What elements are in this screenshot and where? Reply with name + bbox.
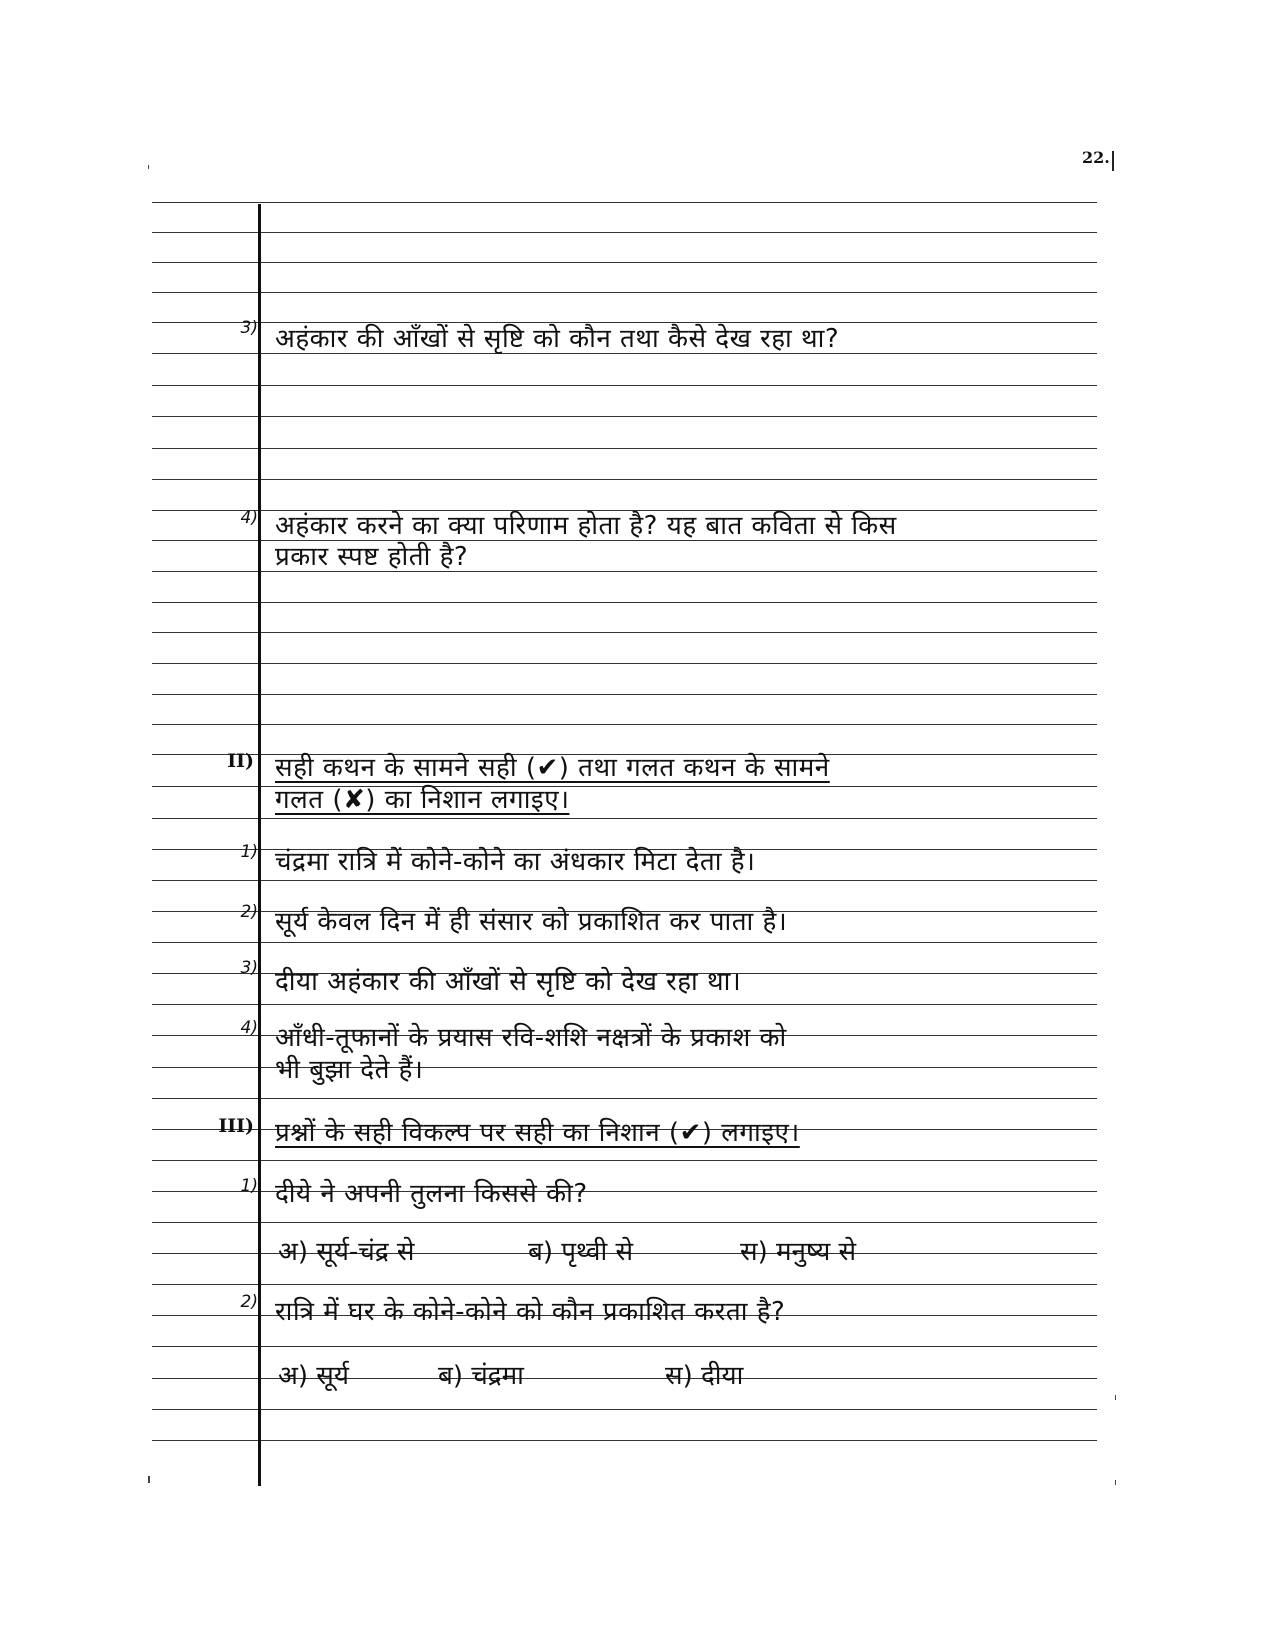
statement-number: 1) [240,842,258,862]
ruled-line [152,1004,1097,1005]
ruled-line [152,724,1097,725]
scan-speck [1115,1395,1116,1400]
ruled-line [152,1346,1097,1347]
section-heading-line-1: सही कथन के सामने सही (✔) तथा गलत कथन के सामने [275,753,830,783]
page-number: 22. [1082,148,1110,167]
option-a: अ) सूर्य-चंद्र से [278,1237,415,1267]
ruled-line [152,262,1097,263]
ruled-line [152,663,1097,664]
statement-number: 4) [240,1018,258,1038]
ruled-line [152,632,1097,633]
ruled-line [152,479,1097,480]
question-text: दीये ने अपनी तुलना किससे की? [275,1179,588,1209]
option-b: ब) चंद्रमा [438,1361,524,1391]
option-b: ब) पृथ्वी से [528,1237,634,1267]
ruled-line [152,232,1097,233]
question-number: 4) [240,508,258,528]
question-number: 2) [240,1292,258,1312]
margin-line [258,204,261,1486]
ruled-line [152,1284,1097,1285]
section-heading: प्रश्नों के सही विकल्प पर सही का निशान (✔) लगाइए। [275,1118,800,1148]
ruled-line [152,385,1097,386]
ruled-line [152,1440,1097,1441]
ruled-line [152,1098,1097,1099]
ruled-line [152,448,1097,449]
statement-text-line-2: भी बुझा देते हैं। [275,1055,424,1085]
page-number-tick [1112,151,1114,171]
ruled-line [152,818,1097,819]
ruled-line [152,1222,1097,1223]
ruled-line [152,602,1097,603]
ruled-line [152,942,1097,943]
statement-text: सूर्य केवल दिन में ही संसार को प्रकाशित कर पाता है। [275,907,788,937]
option-c: स) मनुष्य से [740,1237,857,1267]
statement-text: चंद्रमा रात्रि में कोने-कोने का अंधकार मिटा देता है। [275,847,756,877]
statement-number: 3) [240,958,258,978]
section-number: III) [218,1115,254,1137]
ruled-line [152,292,1097,293]
section-heading-line-2: गलत (✘) का निशान लगाइए। [275,785,570,815]
ruled-line [152,202,1097,203]
statement-text: दीया अहंकार की आँखों से सृष्टि को देख रहा था। [275,967,742,997]
ruled-line [152,880,1097,881]
option-a: अ) सूर्य [278,1361,349,1391]
ruled-line [152,1409,1097,1410]
section-number: II) [227,750,254,772]
scan-speck [1115,1480,1116,1485]
scan-speck [148,165,149,169]
question-text: अहंकार की आँखों से सृष्टि को कौन तथा कैसे देख रहा था? [275,324,840,354]
scan-speck [148,1476,150,1483]
statement-text-line-1: आँधी-तूफानों के प्रयास रवि-शशि नक्षत्रों के प्रकाश को [275,1023,787,1053]
statement-number: 2) [240,902,258,922]
question-text-line-1: अहंकार करने का क्या परिणाम होता है? यह बात कविता से किस [275,511,897,541]
question-number: 3) [240,318,258,338]
question-text: रात्रि में घर के कोने-कोने को कौन प्रकाशित करता है? [275,1297,786,1327]
ruled-line [152,694,1097,695]
ruled-line [152,1160,1097,1161]
option-c: स) दीया [665,1361,744,1391]
question-number: 1) [240,1176,258,1196]
ruled-line [152,416,1097,417]
question-text-line-2: प्रकार स्पष्ट होती है? [275,542,469,572]
